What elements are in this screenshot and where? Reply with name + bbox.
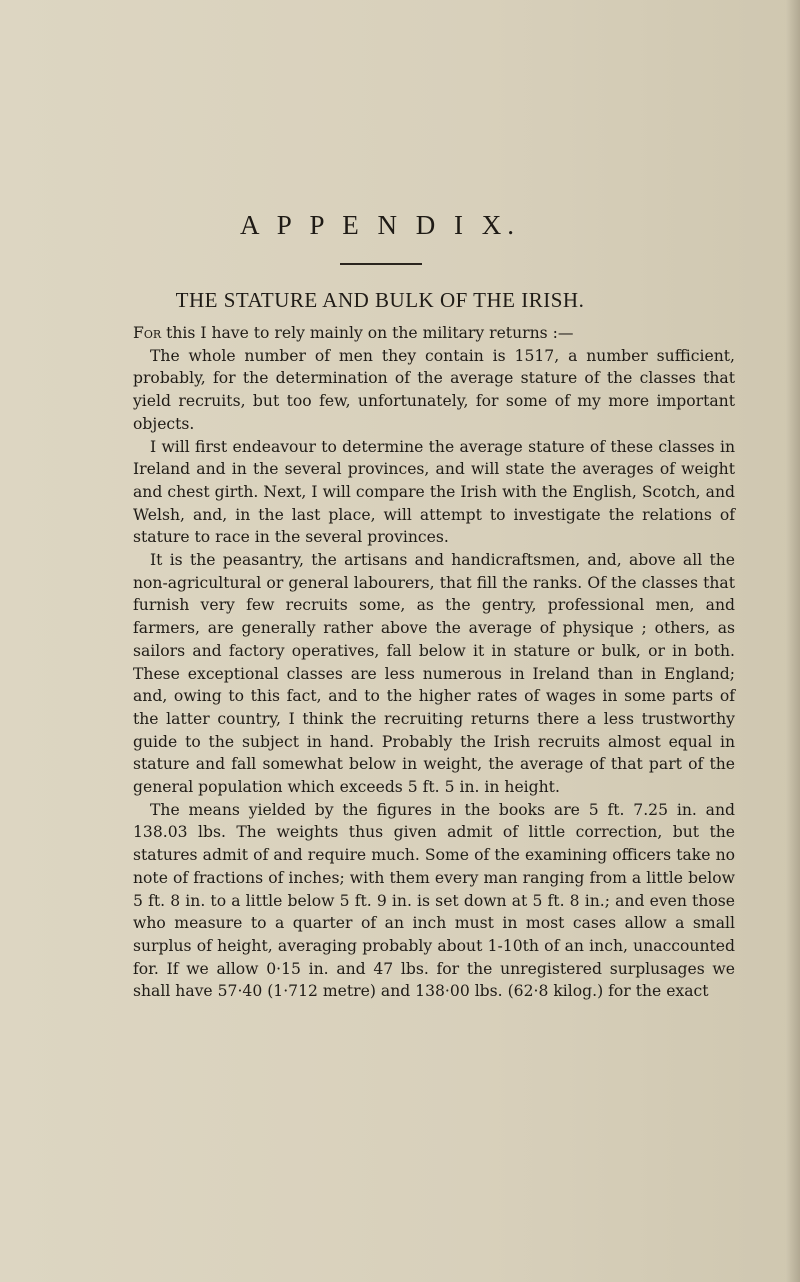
paragraph-lead-word: For: [133, 324, 162, 342]
paragraph-5: The means yielded by the figures in the books are 5 ft. 7.25 in. and 138.03 lbs. The weights thus given admit of little correction, but the statures admit of and require much. Some of the examining officers take no note of fractions of inches; with them every man ranging from a little below 5 ft. 8 in. to a little below 5 ft. 9 in. is set down at 5 ft. 8 in.; and even those who measure to a quarter of an inch must in most cases allow a small surplus of height, averaging probably about 1-10th of an inch, unaccounted for. If we allow 0·15 in. and 47 lbs. for the unregistered surplusages we shall have 57·40 (1·712 metre) and 138·00 lbs. (62·8 kilog.) for the exact: [133, 800, 735, 1001]
paragraph-4: It is the peasantry, the artisans and handicraftsmen, and, above all the non-agricultural or general labourers, that fill the ranks. Of the classes that furnish very few recruits some, as the gentry, professional men, and farmers, are generally rather above the average of physique ; others, as sailors and factory operatives, fall below it in stature or bulk, or in both. These exceptional classes are less numerous in Ireland than in England; and, owing to this fact, and to the higher rates of wages in some parts of the latter country, I think the recruiting returns there a less trustworthy guide to the subject in hand. Probably the Irish recruits almost equal in stature and fall somewhat below in weight, the average of that part of the general population which exceeds 5 ft. 5 in. in height.: [133, 551, 735, 797]
paragraph-text: this I have to rely mainly on the military returns :—: [161, 324, 574, 342]
page-edge-shadow: [786, 0, 800, 1282]
appendix-title: A P P E N D I X.: [239, 210, 521, 240]
section-heading: THE STATURE AND BULK OF THE IRISH.: [175, 288, 585, 312]
paragraph-2: The whole number of men they contain is 1517, a number sufficient, probably, for the determination of the average stature of the classes that yield recruits, but too few, unfortunately, for some of my more important objects.: [133, 346, 735, 433]
paragraph-1: [133, 322, 735, 345]
paragraph-3: I will first endeavour to determine the average stature of these classes in Ireland and in the several provinces, and will state the averages of weight and chest girth. Next, I will compare the Irish with the English, Scotch, and Welsh, and, in the last place, will attempt to investigate the relations of stature to race in the several provinces.: [133, 437, 735, 547]
title-rule: [340, 263, 422, 265]
body-text: [133, 322, 735, 1003]
